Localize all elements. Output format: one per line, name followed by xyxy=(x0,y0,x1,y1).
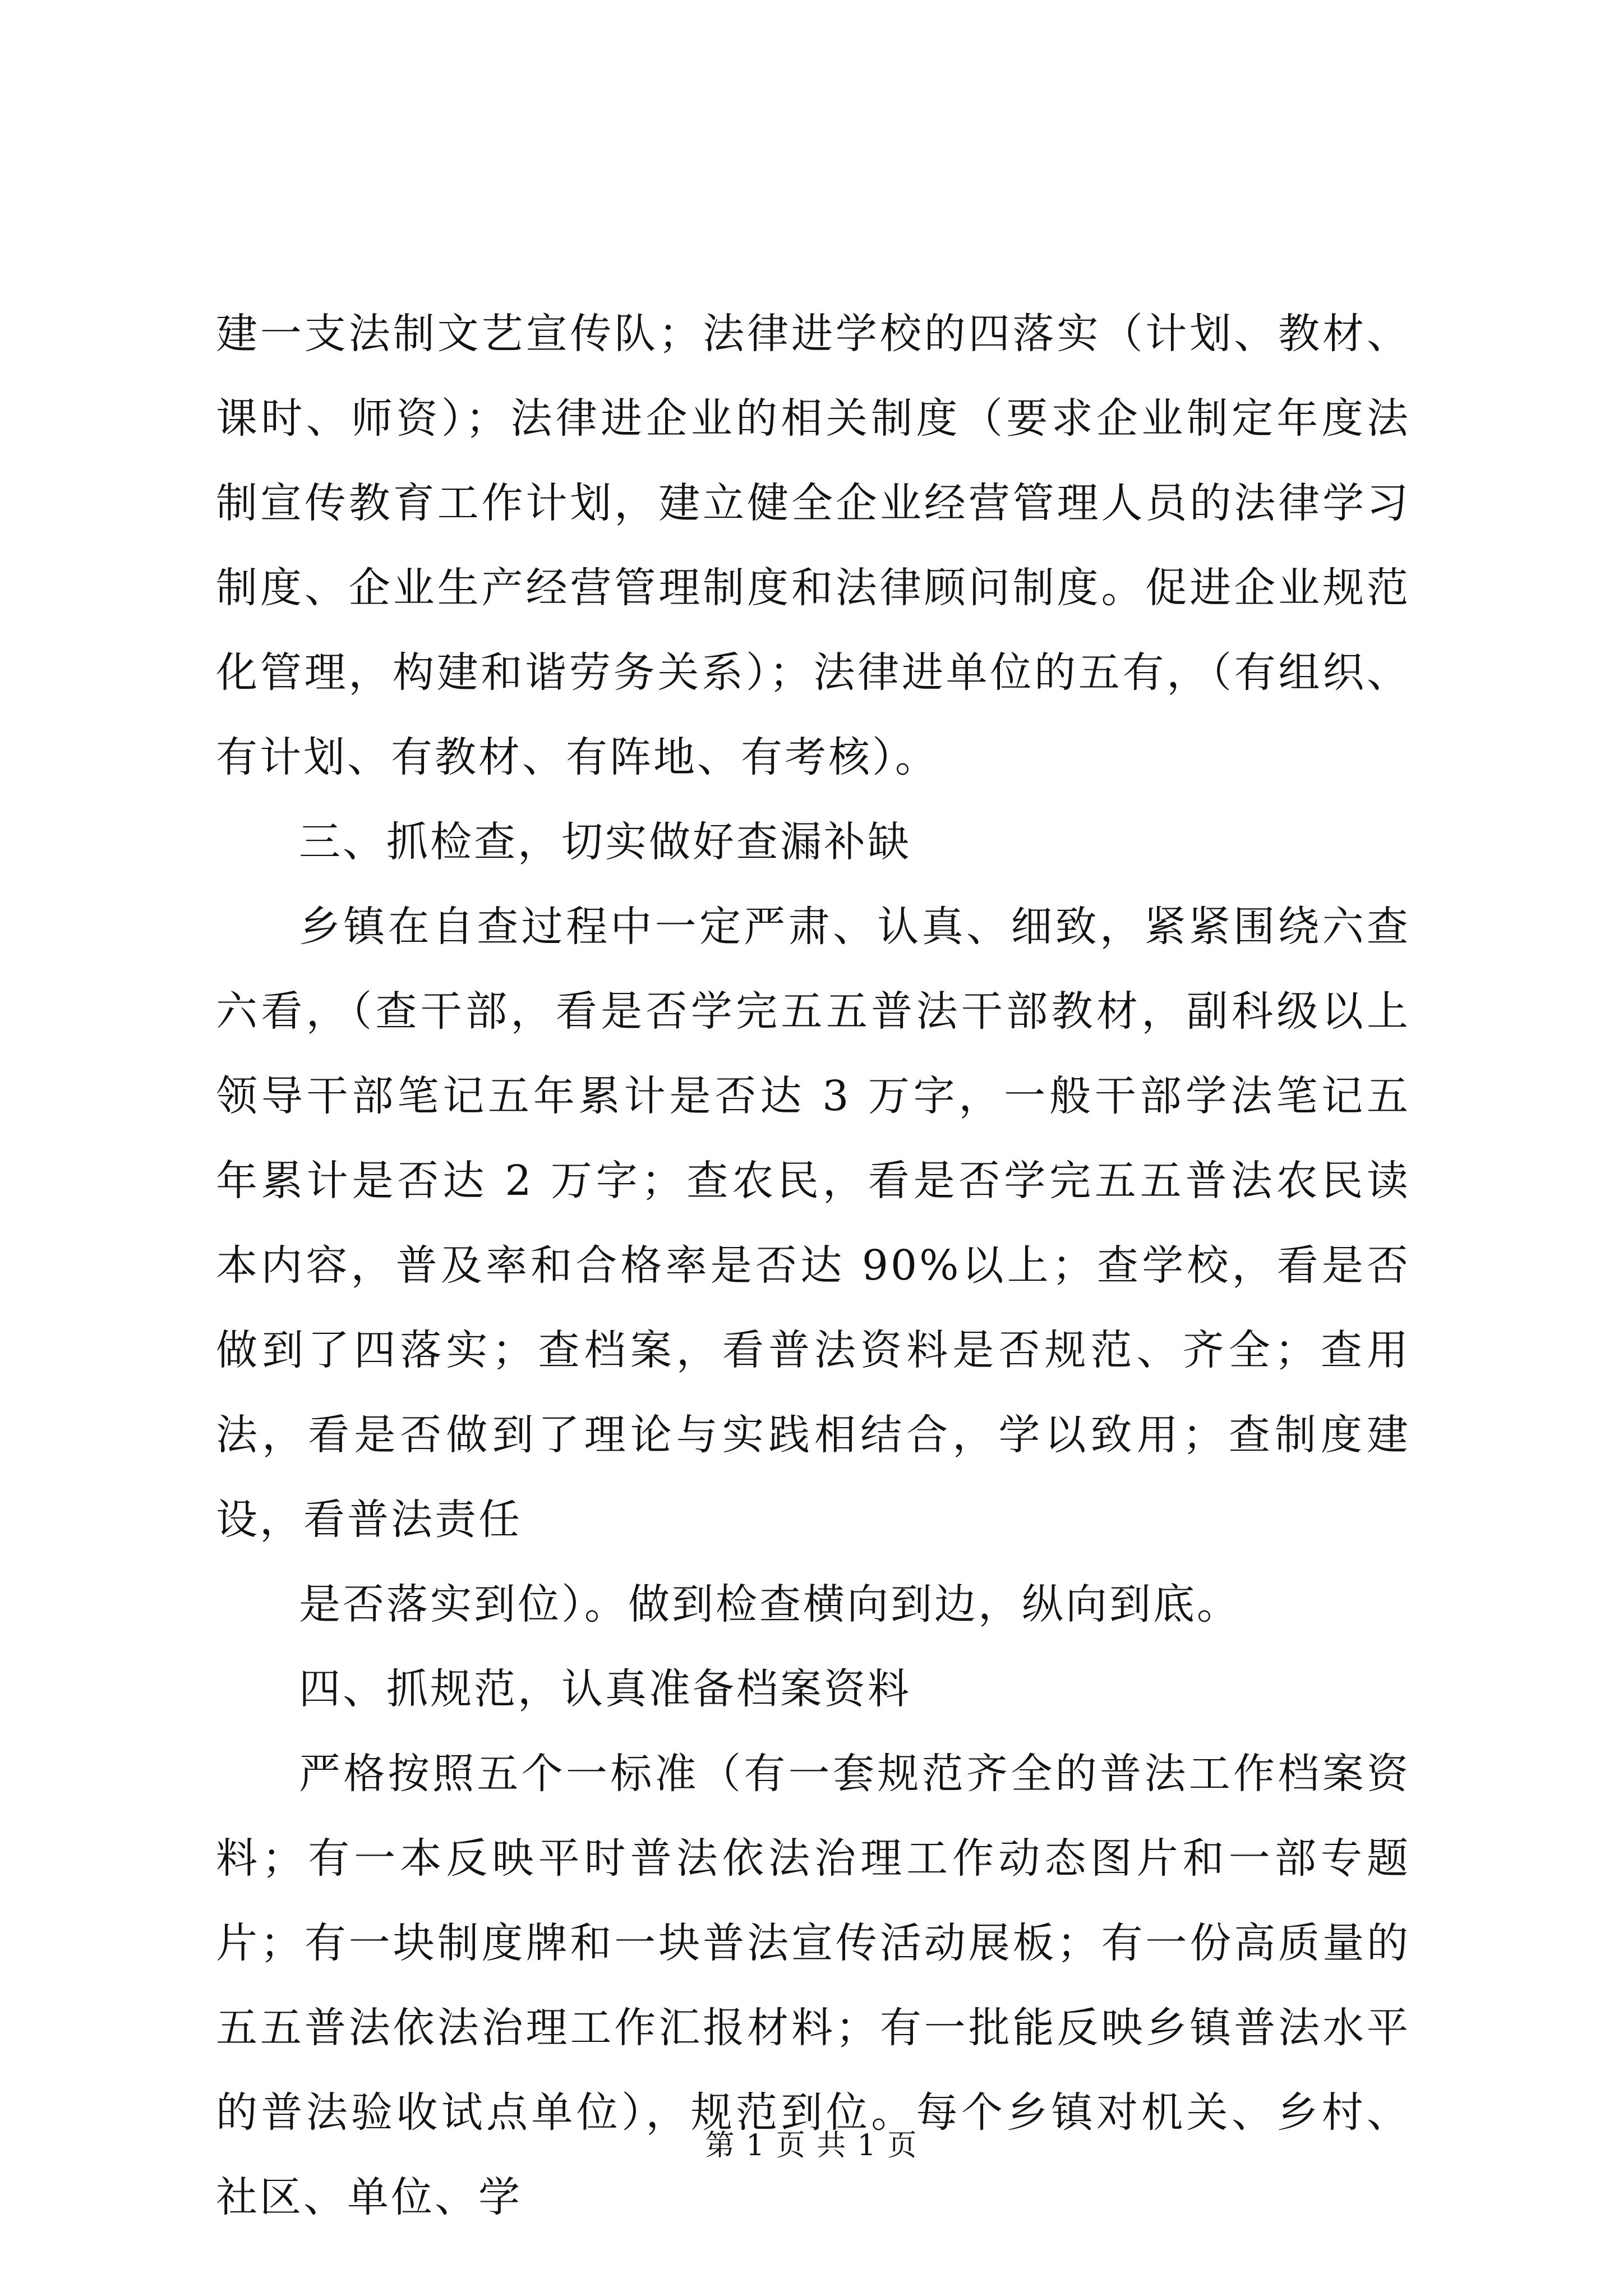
page-footer: 第 1 页 共 1 页 xyxy=(705,2129,918,2162)
document-body xyxy=(216,292,1410,2240)
paragraph-3: 乡镇在自查过程中一定严肃、认真、细致，紧紧围绕六查六看，（查干部，看是否学完五五普法干部教材，副科级以上领导干部笔记五年累计是否达 3 万字，一般干部学法笔记五年累计是否达 2 万字；查农民，看是否学完五五普法农民读本内容，普及率和合格率是否达 90%以上；查学校，看是否做到了四落实；查档案，看普法资料是否规范、齐全；查用法，看是否做到了理论与实践相结合，学以致用；查制度建设，看普法责任 xyxy=(216,903,1410,1544)
paragraph-4: 是否落实到位）。做到检查横向到边，纵向到底。 xyxy=(299,1580,1241,1628)
paragraph-6: 严格按照五个一标准（有一套规范齐全的普法工作档案资料；有一本反映平时普法依法治理工作动态图片和一部专题片；有一块制度牌和一块普法宣传活动展板；有一份高质量的五五普法依法治理工作汇报材料；有一批能反映乡镇普法水平的普法验收试点单位），规范到位。每个乡镇对机关、乡村、社区、单位、学 xyxy=(216,1750,1410,2221)
section-heading-4: 四、抓规范，认真准备档案资料 xyxy=(299,1665,911,1713)
section-heading-3: 三、抓检查，切实做好查漏补缺 xyxy=(299,818,911,866)
paragraph-1: 建一支法制文艺宣传队；法律进学校的四落实（计划、教材、课时、师资）；法律进企业的相关制度（要求企业制定年度法制宣传教育工作计划，建立健全企业经营管理人员的法律学习制度、企业生产经营管理制度和法律顾问制度。促进企业规范化管理，构建和谐劳务关系）；法律进单位的五有，（有组织、有计划、有教材、有阵地、有考核）。 xyxy=(216,310,1410,781)
